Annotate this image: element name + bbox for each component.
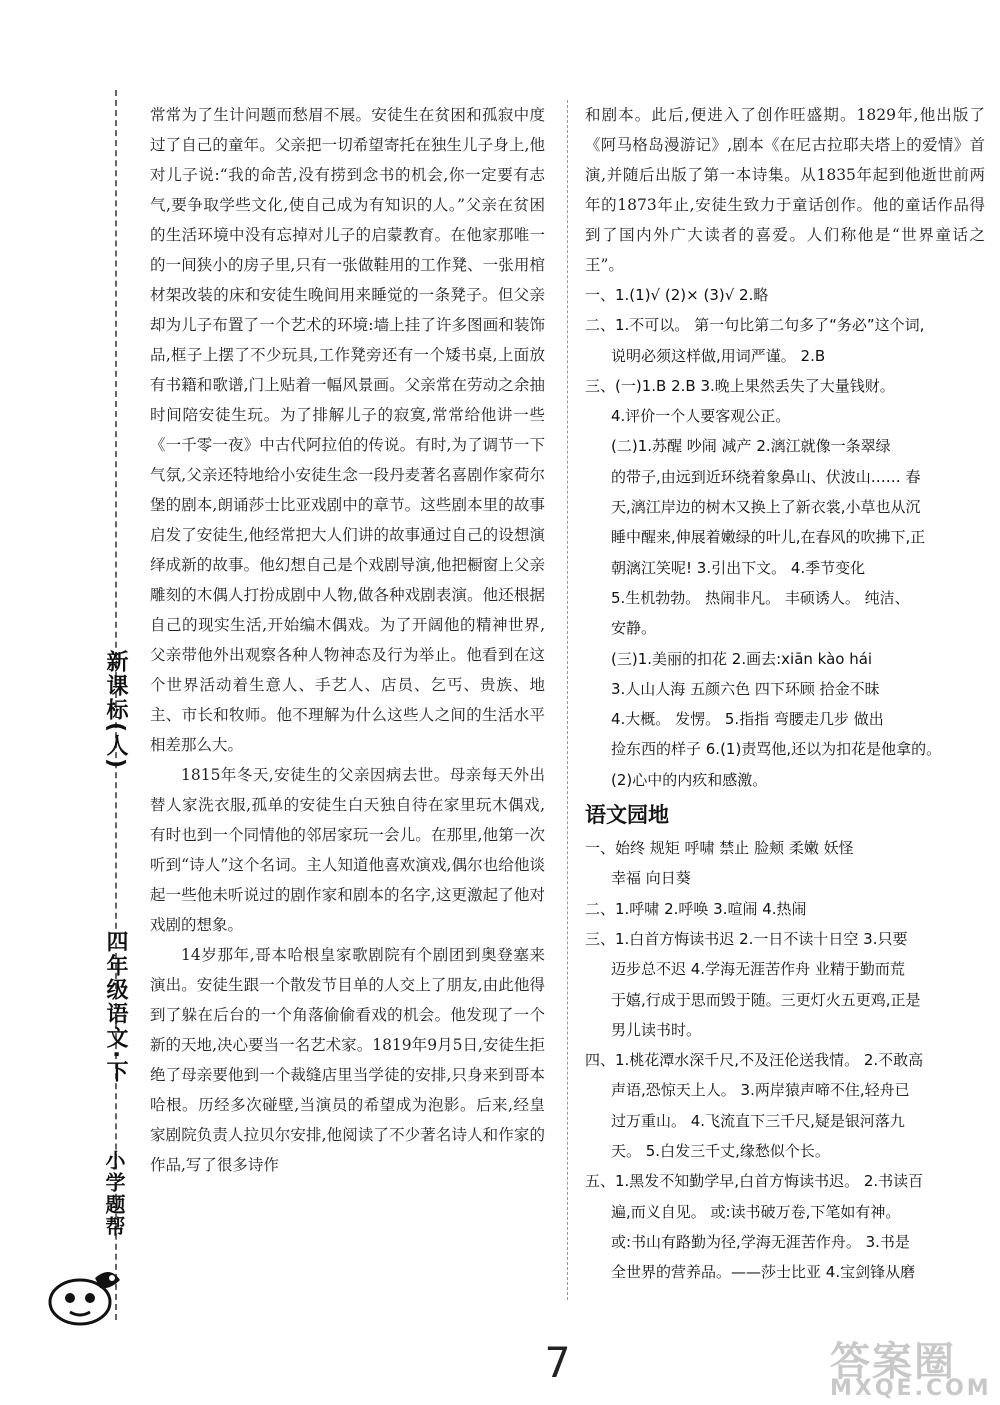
answer-line: 一、1.(1)√ (2)× (3)√ 2.略 (585, 286, 769, 304)
answer-line: 朝漓江笑呢! 3.引出下文。 4.季节变化 (611, 558, 866, 577)
article-paragraph-3: 14岁那年,哥本哈根皇家歌剧院有个剧团到奥登塞来演出。安徒生跟一个散发节目单的人交上了朋友,由此他得到了躲在后台的一个角落偷偷看戏的机会。他发现了一个新的天地,决心要当一名艺术家。1819年9月5日,安徒生拒绝了母亲要他到一个裁缝店里当学徒的安排,只身来到哥本哈根。历经多次碰壁,当演员的希望成为泡影。后来,经皇家剧院负责人拉贝尔安排,他阅读了不少著名诗人和作家的作品,写了很多诗作 (150, 946, 545, 1174)
section-title: 语文园地 (585, 803, 669, 828)
brand-label: 小学题帮 (102, 1150, 126, 1238)
page-number: 7 (545, 1338, 571, 1387)
answer-line: 男儿读书时。 (611, 1020, 702, 1039)
answer-line: 三、(一)1.B 2.B 3.晚上果然丢失了大量钱财。 (585, 376, 895, 395)
answer-line: 三、1.白首方悔读书迟 2.一日不读十日空 3.只要 (585, 929, 908, 948)
article-paragraph-1: 常常为了生计问题而愁眉不展。安徒生在贫困和孤寂中度过了自己的童年。父亲把一切希望寄托在独生儿子身上,他对儿子说:“我的命苦,没有捞到念书的机会,你一定要有志气,要争取学些文化,使自己成为有知识的人。”父亲在贫困的生活环境中没有忘掉对儿子的启蒙教育。在他家那唯一的一间狭小的房子里,只有一张做鞋用的工作凳、一张用棺材架改装的床和安徒生晚间用来睡觉的一条凳子。但父亲却为儿子布置了一个艺术的环境:墙上挂了许多图画和装饰品,框子上摆了不少玩具,工作凳旁还有一个矮书桌,上面放有书籍和歌谱,门上贴着一幅风景画。父亲常在劳动之余抽时间陪安徒生玩。为了排解儿子的寂寞,常常给他讲一些《一千零一夜》中古代阿拉伯的传说。有时,为了调节一下气氛,父亲还特地给小安徒生念一段丹麦著名喜剧作家荷尔堡的剧本,朗诵莎士比亚戏剧中的章节。这些剧本里的故事启发了安徒生,他经常把大人们讲的故事通过自己的设想演绎成新的故事。他幻想自己是个戏剧导演,他把橱窗上父亲雕刻的木偶人打扮成剧中人物,做各种戏剧表演。他还根据自己的现实生活,开始编木偶戏。为了开阔他的精神世界,父亲带他外出观察各种人物神态及行为举止。他看到在这个世界活动着生意人、手艺人、店员、乞丐、贵族、地主、市长和牧师。他不理解为什么这些人之间的生活水平相差那么大。 (150, 106, 545, 754)
answer-line: 遍,而义自见。 或:读书破万卷,下笔如有神。 (611, 1202, 901, 1221)
answer-line: 于嬉,行成于思而毁于随。三更灯火五更鸡,正是 (611, 990, 921, 1009)
answer-line: 一、始终 规矩 呼啸 禁止 脸颊 柔嫩 妖怪 (585, 839, 854, 858)
answer-line: 天,漓江岸边的树木又换上了新衣裳,小草也从沉 (611, 498, 921, 517)
watermark-url: MXQE.COM (830, 1376, 992, 1401)
answer-line: 睡中醒来,伸展着嫩绿的叶儿,在春风的吹拂下,正 (611, 528, 926, 547)
answer-list-garden (585, 833, 985, 1287)
side-band (30, 90, 130, 1320)
answer-line: 四、1.桃花潭水深千尺,不及汪伦送我情。 2.不敢高 (585, 1051, 924, 1070)
answer-line: 4.大概。 发愣。 5.指指 弯腰走几步 做出 (611, 710, 884, 729)
answer-line: (2)心中的内疚和感激。 (611, 770, 768, 789)
answer-line: 3.人山人海 五颜六色 四下环顾 拾金不昧 (611, 679, 880, 698)
answer-line: 迈步总不迟 4.学海无涯苦作舟 业精于勤而荒 (611, 960, 905, 979)
watermark-text: 答案圈 (830, 1339, 956, 1385)
answer-line: (三)1.美丽的扣花 2.画去:xiān kào hái (611, 649, 873, 668)
answer-list (585, 280, 985, 795)
mascot-icon (40, 1260, 130, 1330)
answer-line: 过万重山。 4.飞流直下三千尺,疑是银河落九 (611, 1111, 905, 1130)
subject-label: 四年级语文·下 (103, 930, 128, 1085)
answer-line: (二)1.苏醒 吵闹 减产 2.漓江就像一条翠绿 (611, 437, 891, 456)
answer-line: 声语,恐惊天上人。 3.两岸猿声啼不住,轻舟已 (611, 1081, 910, 1100)
answer-line: 说明必须这样做,用词严谨。 2.B (611, 346, 826, 365)
column-separator (567, 100, 568, 1300)
article-paragraph-2: 1815年冬天,安徒生的父亲因病去世。母亲每天外出替人家洗衣服,孤单的安徒生白天独自待在家里玩木偶戏,有时也到一个同情他的邻居家玩一会儿。在那里,他第一次听到“诗人”这个名词。主人知道他喜欢演戏,偶尔也给他谈起一些他未听说过的剧作家和剧本的名字,这更激起了他对戏剧的想象。 (150, 766, 545, 934)
answer-line: 4.评价一个人要客观公正。 (611, 407, 791, 426)
answer-line: 天。 5.白发三千丈,缘愁似个长。 (611, 1142, 830, 1161)
answer-line: 幸福 向日葵 (611, 869, 691, 888)
answer-line: 或:书山有路勤为径,学海无涯苦作舟。 3.书是 (611, 1232, 910, 1251)
answer-line: 五、1.黑发不知勤学早,白首方悔读书迟。 2.书读百 (585, 1172, 924, 1191)
watermark-logo (820, 1330, 1000, 1405)
answer-line: 二、1.呼啸 2.呼唤 3.喧闹 4.热闹 (585, 899, 807, 918)
series-label: 新课标(人) (103, 650, 128, 771)
article-continuation: 和剧本。此后,便进入了创作旺盛期。1829年,他出版了《阿马格岛漫游记》,剧本《在尼古拉耶夫塔上的爱情》首演,并随后出版了第一本诗集。从1835年起到他逝世前两年的1873年止,安徒生致力于童话创作。他的童话作品得到了国内外广大读者的喜爱。人们称他是“世界童话之王”。 (585, 106, 985, 274)
answer-line: 捡东西的样子 6.(1)责骂他,还以为扣花是他拿的。 (611, 740, 942, 759)
answer-line: 二、1.不可以。 第一句比第二句多了“务必”这个词, (585, 316, 925, 335)
answer-line: 安静。 (611, 619, 657, 638)
answers-right-column (585, 100, 985, 1288)
answer-line: 全世界的营养品。——莎士比亚 4.宝剑锋从磨 (611, 1263, 916, 1282)
article-left-column (150, 100, 545, 1180)
answer-line: 的带子,由远到近环绕着象鼻山、伏波山…… 春 (611, 467, 921, 486)
answer-line: 5.生机勃勃。 热闹非凡。 丰硕诱人。 纯洁、 (611, 588, 910, 607)
